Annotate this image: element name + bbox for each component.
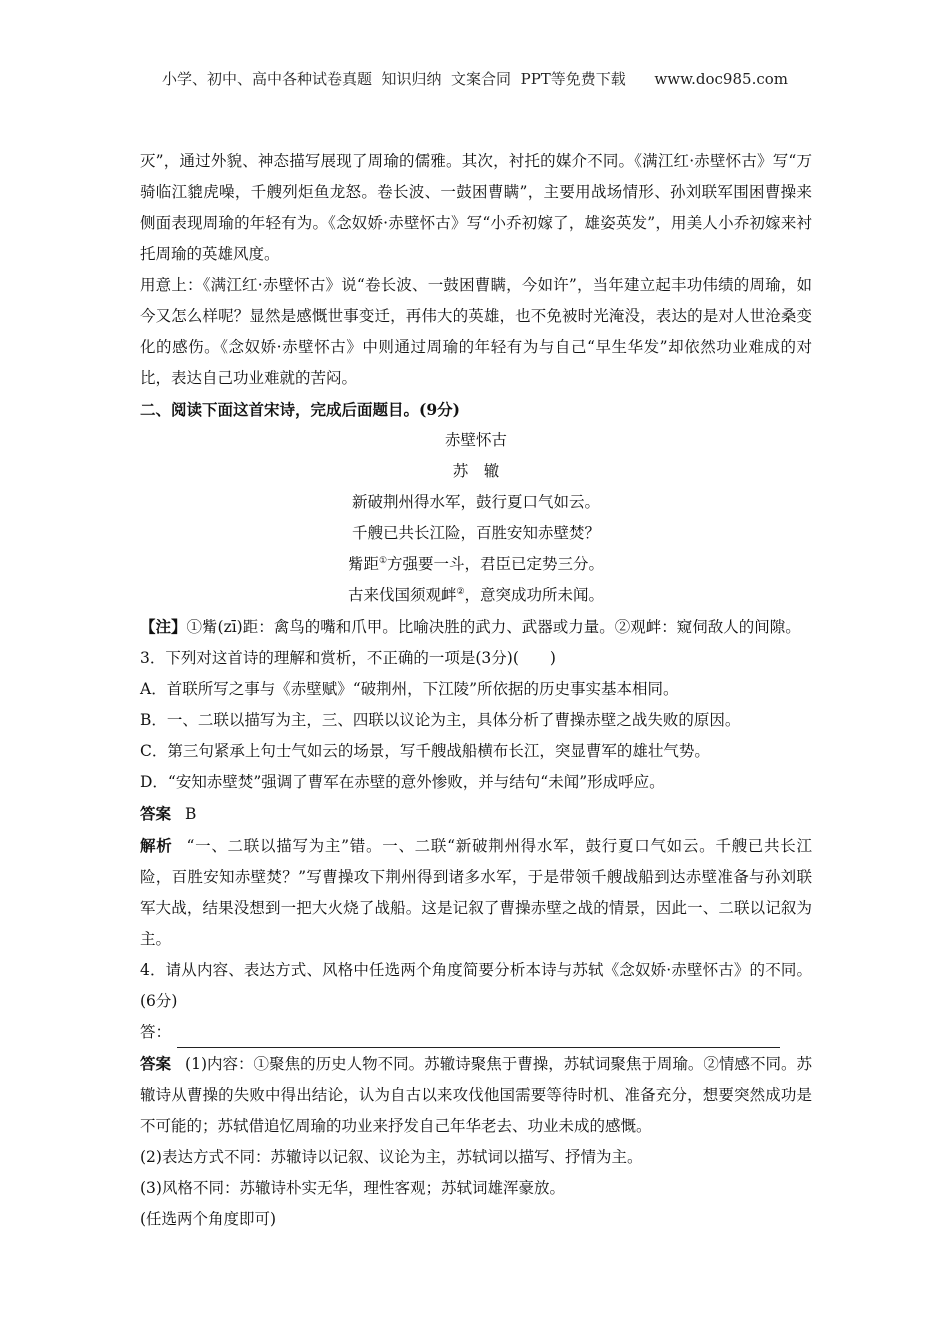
poem-line-1: 新破荆州得水军，鼓行夏口气如云。 [351, 493, 600, 511]
question-3-option-a: A．首联所写之事与《赤壁赋》“破荆州，下江陵”所依据的历史事实基本相同。 [140, 680, 679, 698]
intro-paragraph-1: 灭”，通过外貌、神态描写展现了周瑜的儒雅。其次，衬托的媒介不同。《满江红·赤壁怀古》写“万骑临江貔虎噪，千艘列炬鱼龙怒。卷长波、一鼓困曹瞒”，主要用战场情形、孙刘联军围困曹操来侧面表现周瑜的年轻有为。《念奴娇·赤壁怀古》写“小乔初嫁了，雄姿英发”，用美人小乔初嫁来衬托周瑜的英雄风度。 [140, 152, 812, 263]
analysis-text: “一、二联以描写为主”错。一、二联“新破荆州得水军，鼓行夏口气如云。千艘已共长江险，百胜安知赤壁焚？”写曹操攻下荆州得到诸多水军，于是带领千艘战船到达赤壁准备与孙刘联军大战，结果没想到一把大火烧了战船。这是记叙了曹操赤壁之战的情景，因此一、二联以记叙为主。 [140, 837, 812, 948]
question-4-stem: 4．请从内容、表达方式、风格中任选两个角度简要分析本诗与苏轼《念奴娇·赤壁怀古》的不同。(6分) [140, 961, 812, 1010]
answer-label: 答案 [140, 804, 172, 823]
answer-label: 答案 [140, 1054, 172, 1073]
answer-prompt: 答： [140, 1023, 172, 1041]
page-header: 小学、初中、高中各种试卷真题 知识归纳 文案合同 PPT等免费下载 www.doc985.com [161, 70, 788, 88]
footnote-marker-2: ② [456, 586, 465, 597]
question-4-answer-note: (任选两个角度即可) [140, 1210, 277, 1228]
poem-line-4 [140, 580, 812, 611]
poem-note [140, 611, 812, 643]
poem-line-2: 千艘已共长江险，百胜安知赤壁焚？ [351, 524, 600, 542]
analysis-label: 解析 [140, 836, 173, 855]
poem [140, 425, 812, 611]
section-title: 二、阅读下面这首宋诗，完成后面题目。(9分) [140, 400, 460, 419]
note-label: 【注】 [140, 617, 187, 636]
answer-value: B [185, 805, 197, 823]
intro-paragraph-2: 用意上：《满江红·赤壁怀古》说“卷长波、一鼓困曹瞒，今如许”，当年建立起丰功伟绩的周瑜，如今又怎么样呢？显然是感慨世事变迁，再伟大的英雄，也不免被时光淹没，表达的是对人世沧桑变化的感伤。《念奴娇·赤壁怀古》中则通过周瑜的年轻有为与自己“早生华发”却依然功业难成的对比，表达自己功业难就的苦闷。 [140, 276, 812, 387]
document-body [140, 146, 812, 1235]
question-4-answer-line [140, 1017, 812, 1048]
note-text: ①觜(zī)距：禽鸟的嘴和爪甲。比喻决胜的武力、武器或力量。②观衅：窥伺敌人的间隙。 [186, 618, 801, 636]
question-4-answer-point-1 [140, 1048, 812, 1142]
question-3-option-d: D．“安知赤壁焚”强调了曹军在赤壁的意外惨败，并与结句“未闻”形成呼应。 [140, 773, 665, 791]
poem-line-3-part-b: 方强要一斗，君臣已定势三分。 [387, 555, 605, 573]
answer-point-text: (1)内容：①聚焦的历史人物不同。苏辙诗聚焦于曹操，苏轼词聚焦于周瑜。②情感不同。苏辙诗从曹操的失败中得出结论，认为自古以来攻伐他国需要等待时机、准备充分，想要突然成功是不可能的；苏轼借追忆周瑜的功业来抒发自己年华老去、功业未成的感慨。 [140, 1055, 812, 1135]
question-4-answer-point-2: (2)表达方式不同：苏辙诗以记叙、议论为主，苏轼词以描写、抒情为主。 [140, 1148, 643, 1166]
poem-line-4-part-a: 古来伐国须观衅 [347, 586, 457, 604]
poem-line-3-part-a: 觜距 [347, 555, 379, 573]
poem-author: 苏 辙 [452, 462, 500, 480]
question-4-answer-point-3: (3)风格不同：苏辙诗朴实无华，理性客观；苏轼词雄浑豪放。 [140, 1179, 565, 1197]
footnote-marker-1: ① [378, 555, 388, 566]
answer-blank-line[interactable] [177, 1025, 780, 1048]
poem-line-4-part-b: ，意突成功所未闻。 [464, 586, 605, 604]
poem-line-3 [140, 549, 812, 580]
question-3-answer [140, 798, 812, 830]
question-3-option-b: B．一、二联以描写为主，三、四联以议论为主，具体分析了曹操赤壁之战失败的原因。 [140, 711, 741, 729]
question-3-option-c: C．第三句紧承上句士气如云的场景，写千艘战船横布长江，突显曹军的雄壮气势。 [140, 742, 710, 760]
question-3-stem: 3．下列对这首诗的理解和赏析，不正确的一项是(3分)( ) [140, 649, 556, 667]
question-3-analysis [140, 830, 812, 955]
poem-title: 赤壁怀古 [444, 431, 507, 449]
